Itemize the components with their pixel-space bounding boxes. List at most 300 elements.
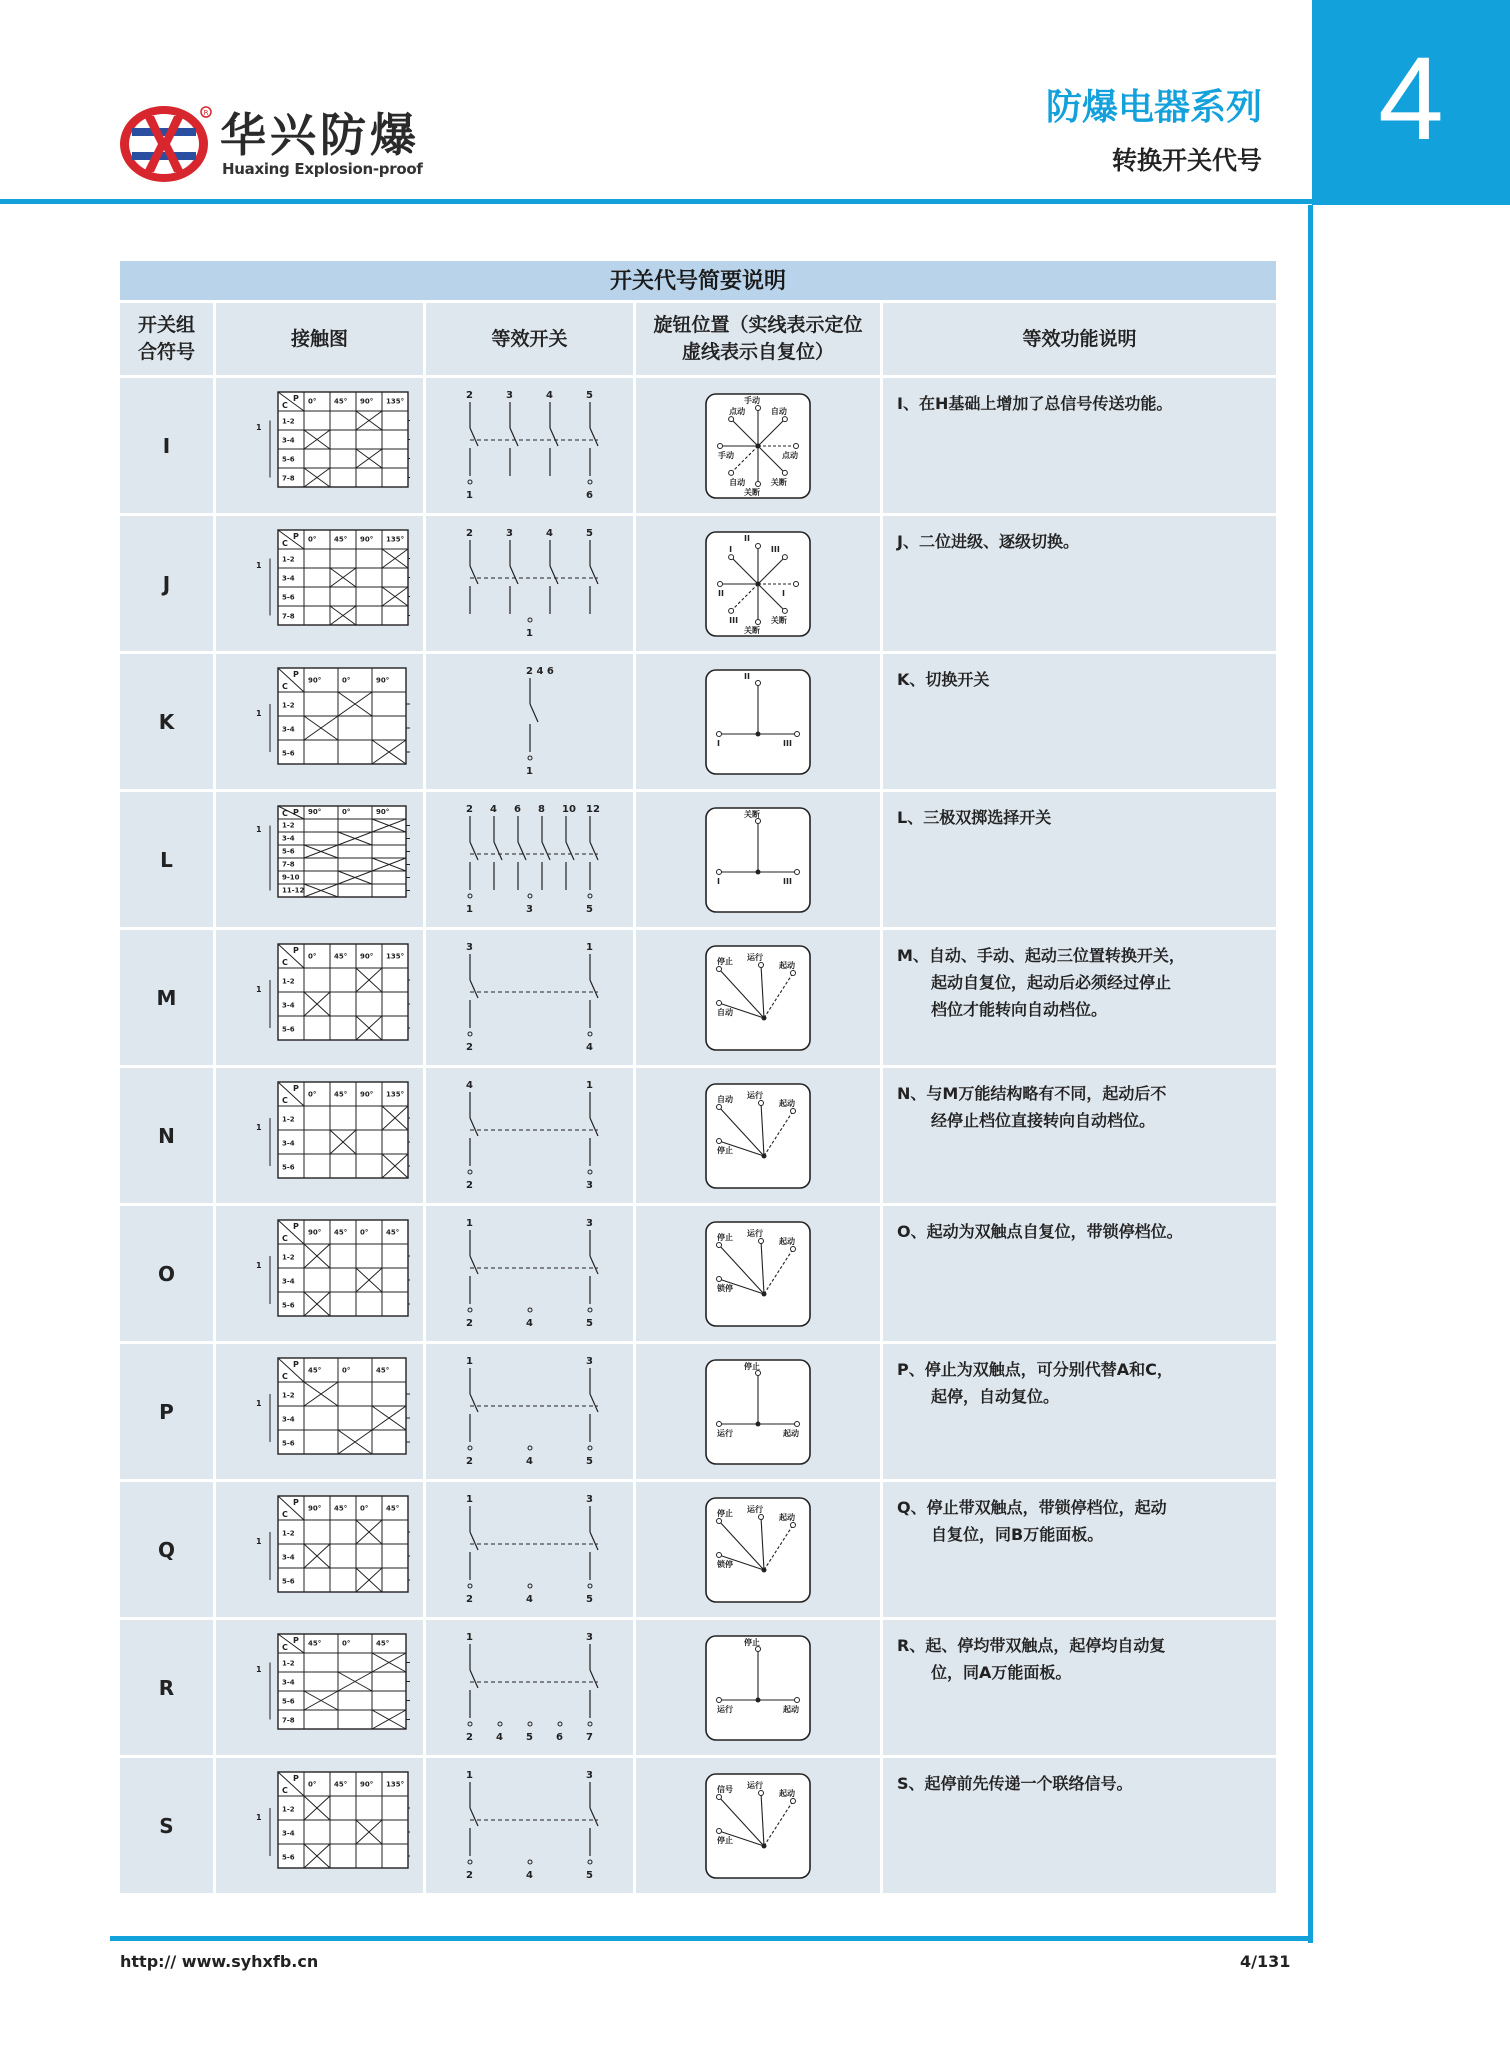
- knob-position-label: III: [783, 738, 792, 748]
- contact-diagram: [230, 936, 410, 1060]
- contact-cell: [216, 1344, 423, 1479]
- knob-position-label: 锁停: [717, 1283, 733, 1293]
- contact-angle-label: 90°: [375, 807, 389, 816]
- row-symbol: N: [120, 1068, 213, 1203]
- knob-cell: [636, 930, 880, 1065]
- contact-row-label: 1-2: [281, 554, 295, 563]
- svg-text:P: P: [292, 807, 299, 817]
- contact-row-label: 11-12: [281, 885, 304, 894]
- svg-text:P: P: [292, 531, 299, 541]
- knob-position-label: 起动: [779, 960, 795, 970]
- equivalent-switch-diagram: [440, 1626, 620, 1750]
- contact-angle-label: 135°: [385, 1779, 404, 1788]
- knob-position-diagram: [703, 1495, 813, 1605]
- knob-position-label: II: [744, 533, 750, 543]
- knob-position-label: 停止: [744, 1637, 760, 1647]
- knob-cell: [636, 792, 880, 927]
- knob-cell: [636, 378, 880, 513]
- svg-text:C: C: [281, 1095, 288, 1105]
- contact-row-label: 7-8: [281, 473, 295, 482]
- switch-terminal-label: 4: [525, 1317, 533, 1329]
- knob-position-label: 停止: [717, 1508, 733, 1518]
- chapter-tab: [1312, 0, 1510, 205]
- svg-text:C: C: [281, 1371, 288, 1381]
- contact-angle-label: 90°: [307, 1503, 321, 1512]
- knob-position-label: 运行: [747, 1228, 763, 1238]
- switch-cell: [426, 1620, 633, 1755]
- contact-cell: [216, 378, 423, 513]
- contact-angle-label: 135°: [385, 1089, 404, 1098]
- svg-text:1: 1: [255, 824, 262, 834]
- switch-terminal-label: 5: [585, 389, 593, 401]
- switch-terminal-label: 10: [561, 803, 576, 815]
- equivalent-switch-diagram: [440, 1212, 620, 1336]
- contact-cell: [216, 1206, 423, 1341]
- contact-diagram: [230, 1626, 410, 1750]
- svg-text:C: C: [281, 808, 288, 818]
- svg-text:C: C: [281, 681, 288, 691]
- contact-angle-label: 45°: [333, 396, 347, 405]
- equivalent-switch-diagram: [440, 798, 620, 922]
- contact-row-label: 3-4: [281, 1829, 295, 1838]
- contact-cell: [216, 516, 423, 651]
- switch-terminal-label: 5: [585, 1317, 593, 1329]
- contact-row-label: 7-8: [281, 1715, 295, 1724]
- switch-terminal-label: 3: [505, 389, 513, 401]
- contact-angle-label: 135°: [385, 534, 404, 543]
- switch-terminal-label: 12: [585, 803, 600, 815]
- contact-row-label: 7-8: [281, 611, 295, 620]
- contact-angle-label: 45°: [375, 1365, 389, 1374]
- contact-angle-label: 45°: [385, 1227, 399, 1236]
- switch-cell: [426, 516, 633, 651]
- svg-text:C: C: [281, 1233, 288, 1243]
- contact-row-label: 5-6: [281, 1696, 295, 1705]
- contact-angle-label: 90°: [359, 1779, 373, 1788]
- row-symbol: Q: [120, 1482, 213, 1617]
- knob-position-label: 起动: [779, 1236, 795, 1246]
- contact-angle-label: 0°: [307, 1779, 316, 1788]
- svg-text:1: 1: [255, 984, 262, 994]
- contact-row-label: 1-2: [281, 820, 295, 829]
- knob-position-label: 信号: [717, 1784, 733, 1794]
- switch-terminal-label: 4: [525, 1869, 533, 1881]
- contact-cell: [216, 654, 423, 789]
- contact-row-label: 9-10: [281, 872, 300, 881]
- switch-terminal-label: 4: [525, 1593, 533, 1605]
- contact-cell: [216, 1620, 423, 1755]
- switch-terminal-label: 2: [465, 1869, 473, 1881]
- description-line: Q、停止带双触点，带锁停档位，起动: [897, 1498, 1167, 1517]
- switch-cell: [426, 1344, 633, 1479]
- contact-row-label: 3-4: [281, 1001, 295, 1010]
- svg-text:C: C: [281, 538, 288, 548]
- contact-angle-label: 90°: [359, 534, 373, 543]
- row-symbol: P: [120, 1344, 213, 1479]
- switch-cell: [426, 930, 633, 1065]
- switch-cell: [426, 1758, 633, 1893]
- row-symbol: I: [120, 378, 213, 513]
- contact-diagram: [230, 1074, 410, 1198]
- knob-cell: [636, 1344, 880, 1479]
- switch-cell: [426, 1482, 633, 1617]
- svg-text:1: 1: [255, 1398, 262, 1408]
- description-line: J、二位进级、逐级切换。: [897, 532, 1079, 551]
- contact-angle-label: 45°: [333, 1227, 347, 1236]
- contact-row-label: 5-6: [281, 454, 295, 463]
- contact-angle-label: 45°: [375, 1638, 389, 1647]
- contact-row-label: 1-2: [281, 1658, 295, 1667]
- contact-angle-label: 45°: [307, 1638, 321, 1647]
- switch-cell: [426, 792, 633, 927]
- knob-position-diagram: [703, 943, 813, 1053]
- row-symbol: O: [120, 1206, 213, 1341]
- knob-position-label: 起动: [779, 1512, 795, 1522]
- equivalent-switch-diagram: [440, 660, 620, 784]
- switch-terminal-label: 1: [465, 1631, 473, 1643]
- equivalent-switch-diagram: [440, 1764, 620, 1888]
- row-symbol: M: [120, 930, 213, 1065]
- row-description: [883, 1206, 1276, 1341]
- description-line: 档位才能转向自动档位。: [931, 1000, 1108, 1020]
- svg-text:C: C: [281, 1642, 288, 1652]
- page-number: 4/131: [1240, 1952, 1291, 1971]
- svg-text:P: P: [292, 393, 299, 403]
- chapter-number: 4: [1378, 33, 1444, 165]
- contact-angle-label: 90°: [359, 396, 373, 405]
- contact-angle-label: 0°: [341, 1365, 350, 1374]
- switch-terminal-label: 3: [585, 1631, 593, 1643]
- contact-angle-label: 45°: [385, 1503, 399, 1512]
- switch-terminal-label: 3: [585, 1217, 593, 1229]
- contact-row-label: 1-2: [281, 1391, 295, 1400]
- switch-terminal-label: 5: [585, 1869, 593, 1881]
- col-header-function: 等效功能说明: [883, 303, 1276, 375]
- switch-terminal-label: 4: [495, 1731, 503, 1743]
- knob-position-label: 自动: [717, 1007, 733, 1017]
- svg-text:P: P: [292, 1635, 299, 1645]
- svg-text:C: C: [281, 400, 288, 410]
- knob-cell: [636, 1620, 880, 1755]
- description-line: 经停止档位直接转向自动档位。: [931, 1111, 1156, 1131]
- contact-row-label: 1-2: [281, 977, 295, 986]
- knob-position-label: 关断: [744, 809, 760, 819]
- svg-text:1: 1: [255, 1122, 262, 1132]
- switch-terminal-label: 1: [465, 903, 473, 915]
- switch-terminal-label: 4: [489, 803, 497, 815]
- switch-terminal-label: 5: [525, 1731, 533, 1743]
- knob-position-label: 运行: [747, 1504, 763, 1514]
- knob-cell: [636, 1068, 880, 1203]
- row-symbol: L: [120, 792, 213, 927]
- table-title: 开关代号简要说明: [120, 261, 1276, 303]
- knob-position-label: 自动: [729, 477, 746, 487]
- description-line: P、停止为双触点，可分别代替A和C，: [897, 1360, 1173, 1379]
- side-rule: [1308, 205, 1313, 1943]
- switch-terminal-label: 1: [585, 1079, 593, 1091]
- switch-cell: [426, 1206, 633, 1341]
- switch-terminal-label: 2 4 6: [525, 665, 554, 677]
- contact-cell: [216, 930, 423, 1065]
- knob-position-label: 起动: [779, 1788, 795, 1798]
- knob-position-label: III: [729, 615, 739, 625]
- svg-text:R: R: [203, 109, 209, 117]
- switch-terminal-label: 2: [465, 1317, 473, 1329]
- contact-diagram: [230, 798, 410, 922]
- footer-url: http:// www.syhxfb.cn: [120, 1952, 319, 1971]
- equivalent-switch-diagram: [440, 1074, 620, 1198]
- brand-name-en: Huaxing Explosion-proof: [222, 160, 423, 178]
- contact-angle-label: 90°: [307, 807, 321, 816]
- knob-position-label: 运行: [717, 1428, 733, 1438]
- switch-terminal-label: 5: [585, 1593, 593, 1605]
- col-header-symbol: 开关组 合符号: [120, 303, 213, 375]
- knob-cell: [636, 516, 880, 651]
- switch-terminal-label: 6: [585, 489, 593, 501]
- switch-terminal-label: 4: [585, 1041, 593, 1053]
- contact-row-label: 5-6: [281, 846, 295, 855]
- contact-row-label: 3-4: [281, 833, 295, 842]
- description-line: L、三极双掷选择开关: [897, 808, 1052, 827]
- contact-angle-label: 45°: [333, 534, 347, 543]
- contact-angle-label: 0°: [359, 1503, 368, 1512]
- contact-row-label: 1-2: [281, 701, 295, 710]
- knob-position-label: 自动: [770, 406, 787, 416]
- knob-position-label: 关断: [744, 625, 760, 635]
- contact-diagram: [230, 1488, 410, 1612]
- contact-angle-label: 90°: [375, 675, 389, 684]
- contact-row-label: 1-2: [281, 1805, 295, 1814]
- svg-text:1: 1: [255, 1260, 262, 1270]
- row-symbol: R: [120, 1620, 213, 1755]
- contact-row-label: 5-6: [281, 1025, 295, 1034]
- switch-terminal-label: 1: [585, 941, 593, 953]
- contact-row-label: 3-4: [281, 1139, 295, 1148]
- description-line: M、自动、手动、起动三位置转换开关，: [897, 946, 1185, 965]
- contact-diagram: [230, 1212, 410, 1336]
- contact-angle-label: 135°: [385, 396, 404, 405]
- switch-terminal-label: 6: [513, 803, 521, 815]
- knob-position-label: I: [729, 544, 733, 554]
- knob-position-label: 运行: [747, 952, 763, 962]
- knob-position-label: 运行: [717, 1704, 733, 1714]
- contact-row-label: 3-4: [281, 1415, 295, 1424]
- knob-position-label: 停止: [717, 1145, 733, 1155]
- knob-cell: [636, 1758, 880, 1893]
- svg-text:P: P: [292, 669, 299, 679]
- svg-text:P: P: [292, 1083, 299, 1093]
- contact-row-label: 1-2: [281, 1253, 295, 1262]
- description-line: S、起停前先传递一个联络信号。: [897, 1774, 1133, 1793]
- row-symbol: K: [120, 654, 213, 789]
- switch-terminal-label: 1: [465, 489, 473, 501]
- contact-row-label: 5-6: [281, 749, 295, 758]
- svg-text:1: 1: [255, 708, 262, 718]
- series-title: 防爆电器系列: [1045, 87, 1262, 128]
- contact-angle-label: 0°: [359, 1227, 368, 1236]
- switch-terminal-label: 1: [525, 765, 533, 777]
- knob-position-label: 运行: [747, 1780, 763, 1790]
- contact-row-label: 7-8: [281, 859, 295, 868]
- svg-text:P: P: [292, 945, 299, 955]
- knob-position-label: II: [718, 588, 724, 598]
- switch-terminal-label: 1: [465, 1217, 473, 1229]
- contact-angle-label: 0°: [307, 534, 316, 543]
- switch-terminal-label: 7: [585, 1731, 593, 1743]
- brand-name-cn: 华兴防爆: [220, 108, 420, 162]
- col-header-contact: 接触图: [216, 303, 423, 375]
- knob-position-label: 运行: [747, 1090, 763, 1100]
- switch-terminal-label: 2: [465, 1455, 473, 1467]
- switch-terminal-label: 2: [465, 527, 473, 539]
- footer-rule: [110, 1936, 1312, 1941]
- knob-position-diagram: [703, 529, 813, 639]
- switch-terminal-label: 2: [465, 389, 473, 401]
- equivalent-switch-diagram: [440, 1350, 620, 1474]
- contact-row-label: 5-6: [281, 1439, 295, 1448]
- knob-position-label: 关断: [770, 477, 787, 487]
- contact-angle-label: 45°: [333, 1779, 347, 1788]
- contact-row-label: 3-4: [281, 435, 295, 444]
- equivalent-switch-diagram: [440, 384, 620, 508]
- contact-row-label: 3-4: [281, 1677, 295, 1686]
- knob-cell: [636, 1206, 880, 1341]
- knob-cell: [636, 1482, 880, 1617]
- contact-row-label: 1-2: [281, 1115, 295, 1124]
- switch-cell: [426, 1068, 633, 1203]
- svg-text:C: C: [281, 1785, 288, 1795]
- contact-angle-label: 0°: [307, 1089, 316, 1098]
- row-description: [883, 1482, 1276, 1617]
- switch-terminal-label: 3: [585, 1769, 593, 1781]
- contact-diagram: [230, 522, 410, 646]
- contact-row-label: 3-4: [281, 573, 295, 582]
- row-description: [883, 792, 1276, 927]
- knob-position-label: 起动: [783, 1704, 799, 1714]
- switch-terminal-label: 1: [465, 1355, 473, 1367]
- switch-terminal-label: 4: [545, 527, 553, 539]
- switch-terminal-label: 6: [555, 1731, 563, 1743]
- contact-row-label: 5-6: [281, 1301, 295, 1310]
- equivalent-switch-diagram: [440, 522, 620, 646]
- knob-position-label: 手动: [744, 395, 760, 405]
- contact-angle-label: 0°: [341, 675, 350, 684]
- contact-angle-label: 90°: [359, 951, 373, 960]
- table-grid: [120, 303, 1276, 1893]
- switch-terminal-label: 3: [585, 1493, 593, 1505]
- description-line: N、与M万能结构略有不同，起动后不: [897, 1084, 1167, 1103]
- knob-position-label: 点动: [782, 450, 798, 460]
- knob-position-label: 起动: [783, 1428, 799, 1438]
- switch-terminal-label: 2: [465, 1731, 473, 1743]
- svg-text:1: 1: [255, 1536, 262, 1546]
- svg-text:P: P: [292, 1221, 299, 1231]
- switch-terminal-label: 3: [505, 527, 513, 539]
- knob-position-label: I: [717, 738, 720, 748]
- switch-terminal-label: 3: [465, 941, 473, 953]
- description-line: O、起动为双触点自复位，带锁停档位。: [897, 1222, 1183, 1241]
- contact-angle-label: 0°: [307, 951, 316, 960]
- switch-cell: [426, 378, 633, 513]
- contact-angle-label: 0°: [341, 807, 350, 816]
- contact-row-label: 5-6: [281, 592, 295, 601]
- contact-cell: [216, 1068, 423, 1203]
- svg-text:C: C: [281, 957, 288, 967]
- row-description: [883, 516, 1276, 651]
- contact-row-label: 3-4: [281, 1277, 295, 1286]
- switch-terminal-label: 1: [465, 1769, 473, 1781]
- svg-text:1: 1: [255, 1812, 262, 1822]
- knob-position-label: 停止: [744, 1361, 760, 1371]
- switch-terminal-label: 8: [537, 803, 545, 815]
- knob-position-label: 停止: [717, 1835, 733, 1845]
- knob-position-diagram: [703, 805, 813, 915]
- switch-terminal-label: 1: [465, 1493, 473, 1505]
- contact-angle-label: 90°: [307, 1227, 321, 1236]
- contact-diagram: [230, 1764, 410, 1888]
- contact-angle-label: 90°: [307, 675, 321, 684]
- description-line: 自复位，同B万能面板。: [931, 1525, 1104, 1545]
- switch-terminal-label: 2: [465, 1179, 473, 1191]
- svg-text:P: P: [292, 1773, 299, 1783]
- contact-angle-label: 45°: [307, 1365, 321, 1374]
- contact-diagram: [230, 1350, 410, 1474]
- contact-row-label: 1-2: [281, 416, 295, 425]
- knob-cell: [636, 654, 880, 789]
- knob-position-diagram: [703, 1081, 813, 1191]
- svg-text:1: 1: [255, 560, 262, 570]
- knob-position-label: 起动: [779, 1098, 795, 1108]
- knob-position-label: 停止: [717, 956, 733, 966]
- knob-position-diagram: [703, 1771, 813, 1881]
- svg-text:1: 1: [255, 1664, 262, 1674]
- svg-text:P: P: [292, 1497, 299, 1507]
- knob-position-label: 手动: [718, 450, 734, 460]
- svg-text:1: 1: [255, 422, 262, 432]
- description-line: 位，同A万能面板。: [931, 1663, 1072, 1683]
- row-description: [883, 1068, 1276, 1203]
- description-line: R、起、停均带双触点，起停均自动复: [897, 1636, 1166, 1655]
- contact-angle-label: 135°: [385, 951, 404, 960]
- contact-row-label: 1-2: [281, 1529, 295, 1538]
- switch-terminal-label: 4: [465, 1079, 473, 1091]
- contact-cell: [216, 1758, 423, 1893]
- knob-position-label: 关断: [744, 487, 760, 497]
- switch-terminal-label: 3: [585, 1355, 593, 1367]
- switch-terminal-label: 4: [545, 389, 553, 401]
- switch-terminal-label: 1: [525, 627, 533, 639]
- switch-terminal-label: 2: [465, 1593, 473, 1605]
- header-rule: [0, 199, 1312, 204]
- row-symbol: S: [120, 1758, 213, 1893]
- knob-position-label: 锁停: [717, 1559, 733, 1569]
- switch-terminal-label: 5: [585, 903, 593, 915]
- switch-terminal-label: 2: [465, 803, 473, 815]
- knob-position-label: 停止: [717, 1232, 733, 1242]
- contact-row-label: 5-6: [281, 1853, 295, 1862]
- knob-position-label: III: [783, 876, 792, 886]
- contact-diagram: [230, 384, 410, 508]
- contact-row-label: 5-6: [281, 1163, 295, 1172]
- knob-position-diagram: [703, 1219, 813, 1329]
- knob-position-diagram: [703, 667, 813, 777]
- knob-position-diagram: [703, 1633, 813, 1743]
- switch-terminal-label: 5: [585, 527, 593, 539]
- contact-row-label: 3-4: [281, 725, 295, 734]
- switch-terminal-label: 2: [465, 1041, 473, 1053]
- switch-terminal-label: 3: [585, 1179, 593, 1191]
- series-subtitle: 转换开关代号: [1111, 146, 1262, 175]
